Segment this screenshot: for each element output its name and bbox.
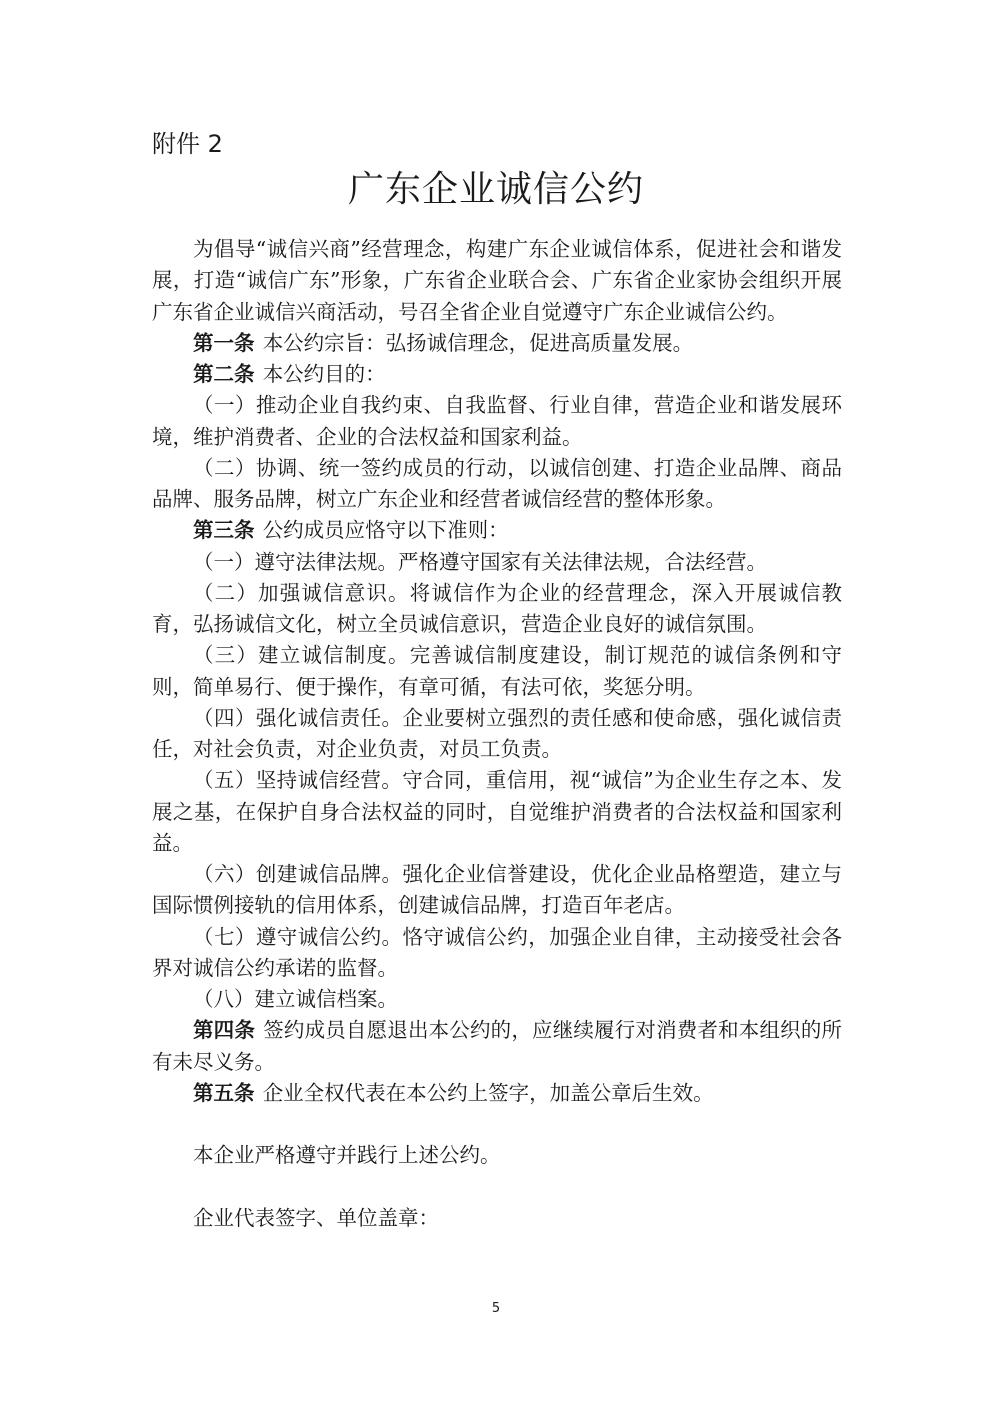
article-2-item: （一）推动企业自我约束、自我监督、行业自律，营造企业和谐发展环境，维护消费者、企业的合法权益和国家利益。	[152, 393, 842, 449]
blank-line	[152, 1109, 842, 1140]
article-5-text: 企业全权代表在本公约上签字，加盖公章后生效。	[262, 1080, 714, 1105]
article-2-item: （二）协调、统一签约成员的行动，以诚信创建、打造企业品牌、商品品牌、服务品牌，树立广东企业和经营者诚信经营的整体形象。	[152, 455, 842, 511]
article-3-item: （五）坚持诚信经营。守合同，重信用，视“诚信”为企业生存之本、发展之基，在保护自身合法权益的同时，自觉维护消费者的合法权益和国家利益。	[152, 768, 842, 855]
blank-line	[152, 1172, 842, 1203]
attachment-label: 附件 2	[152, 130, 223, 158]
article-3-text: 公约成员应恪守以下准则：	[262, 518, 509, 543]
article-3-item: （四）强化诚信责任。企业要树立强烈的责任感和使命感，强化诚信责任，对社会负责，对企业负责，对员工负责。	[152, 705, 842, 761]
article-3-item: （七）遵守诚信公约。恪守诚信公约，加强企业自律，主动接受社会各界对诚信公约承诺的监督。	[152, 924, 842, 980]
intro-paragraph: 为倡导“诚信兴商”经营理念，构建广东企业诚信体系，促进社会和谐发展，打造“诚信广东”形象，广东省企业联合会、广东省企业家协会组织开展广东省企业诚信兴商活动，号召全省企业自觉遵守广东企业诚信公约。	[152, 237, 842, 324]
article-3-item: （八）建立诚信档案。	[193, 987, 398, 1011]
article-4-label: 第四条	[193, 1018, 256, 1043]
article-5	[152, 1078, 842, 1109]
article-3-item: （三）建立诚信制度。完善诚信制度建设，制订规范的诚信条例和守则，简单易行、便于操作，有章可循，有法可依，奖惩分明。	[152, 643, 842, 699]
article-1-text: 本公约宗旨：弘扬诚信理念，促进高质量发展。	[262, 330, 694, 355]
article-3	[152, 515, 842, 546]
signature-line: 企业代表签字、单位盖章：	[193, 1205, 439, 1230]
page-number: 5	[491, 1301, 501, 1316]
article-1	[152, 328, 842, 359]
article-2-text: 本公约目的：	[262, 362, 386, 386]
article-4-text: 签约成员自愿退出本公约的，应继续履行对消费者和本组织的所有未尽义务。	[152, 1018, 842, 1074]
article-5-label: 第五条	[193, 1080, 255, 1105]
article-3-label: 第三条	[193, 518, 255, 543]
pledge-statement: 本企业严格遵守并践行上述公约。	[193, 1143, 501, 1168]
article-1-label: 第一条	[193, 330, 255, 355]
article-3-item: （六）创建诚信品牌。强化企业信誉建设，优化企业品格塑造，建立与国际惯例接轨的信用体系，创建诚信品牌，打造百年老店。	[152, 862, 842, 918]
article-2-label: 第二条	[193, 362, 255, 386]
article-3-item: （一）遵守法律法规。严格遵守国家有关法律法规，合法经营。	[193, 549, 767, 574]
document-title: 广东企业诚信公约	[347, 169, 644, 210]
article-3-item: （二）加强诚信意识。将诚信作为企业的经营理念，深入开展诚信教育，弘扬诚信文化，树立全员诚信意识，营造企业良好的诚信氛围。	[152, 580, 842, 636]
article-2	[152, 359, 842, 390]
article-4	[152, 1015, 842, 1078]
document-body	[152, 234, 842, 1234]
